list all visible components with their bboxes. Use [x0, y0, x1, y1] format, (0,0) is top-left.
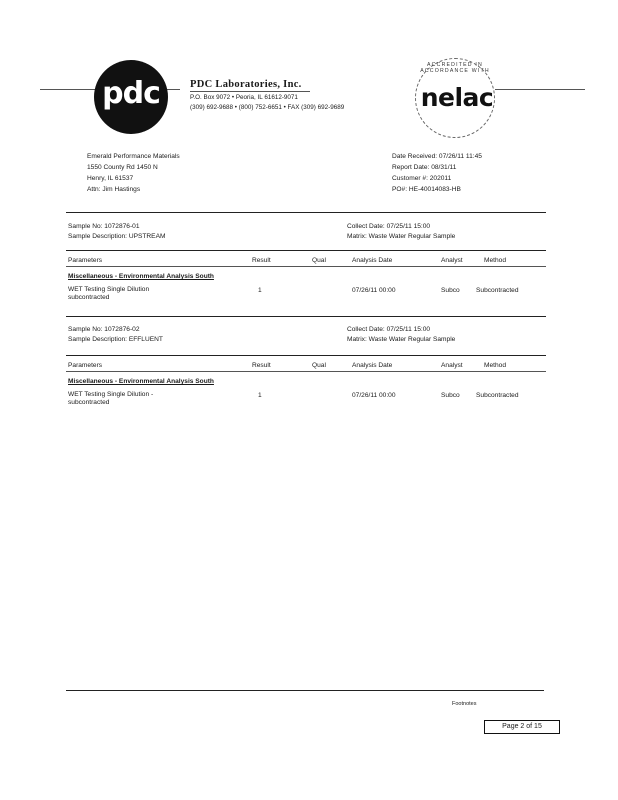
client-city: Henry, IL 61537: [87, 175, 134, 182]
header-rule-right: [495, 89, 585, 90]
sample-1-parameter: WET Testing Single Dilution: [68, 286, 150, 293]
sample-1-header-rule-bottom: [66, 266, 546, 267]
logo-text: pdc: [102, 76, 160, 111]
logo-registered-mark: ®: [158, 122, 162, 128]
sample-1-analysis-date: 07/26/11 00:00: [352, 287, 396, 294]
sample-1-analyst: Subco: [441, 287, 460, 294]
sample-1-collect-date: Collect Date: 07/25/11 15:00: [347, 223, 431, 230]
col-header-parameters-2: Parameters: [68, 362, 103, 369]
lab-name: PDC Laboratories, Inc.: [190, 79, 302, 90]
sample-1-method: Subcontracted: [476, 287, 519, 294]
col-header-qual-2: Qual: [312, 362, 326, 369]
sample-2-analysis-date: 07/26/11 00:00: [352, 392, 396, 399]
footer-rule: [66, 690, 544, 691]
divider-top: [66, 212, 546, 213]
col-header-method: Method: [484, 257, 506, 264]
nelac-accreditation-seal: [415, 58, 495, 138]
col-header-analysis-date-2: Analysis Date: [352, 362, 393, 369]
lab-address: P.O. Box 9072 • Peoria, IL 61612-9071: [190, 94, 298, 101]
col-header-method-2: Method: [484, 362, 506, 369]
sample-2-parameter-sub: subcontracted: [68, 399, 110, 406]
po-number: PO#: HE-40014083-HB: [392, 186, 461, 193]
sample-2-matrix: Matrix: Waste Water Regular Sample: [347, 336, 456, 343]
client-street: 1550 County Rd 1450 N: [87, 164, 158, 171]
sample-1-result: 1: [258, 287, 262, 294]
report-date: Report Date: 08/31/11: [392, 164, 457, 171]
sample-2-header-rule-top: [66, 355, 546, 356]
sample-2-method: Subcontracted: [476, 392, 519, 399]
pdc-logo: [94, 60, 168, 134]
client-company: Emerald Performance Materials: [87, 153, 180, 160]
col-header-analyst-2: Analyst: [441, 362, 463, 369]
date-received: Date Received: 07/26/11 11:45: [392, 153, 482, 160]
sample-1-header-rule-top: [66, 250, 546, 251]
sample-2-section-title: Miscellaneous - Environmental Analysis South: [68, 378, 214, 385]
client-attn: Attn: Jim Hastings: [87, 186, 141, 193]
customer-number: Customer #: 202011: [392, 175, 452, 182]
col-header-parameters: Parameters: [68, 257, 103, 264]
divider-middle: [66, 316, 546, 317]
header-rule-name: [190, 91, 310, 92]
col-header-qual: Qual: [312, 257, 326, 264]
sample-2-result: 1: [258, 392, 262, 399]
col-header-analyst: Analyst: [441, 257, 463, 264]
sample-1-description: Sample Description: UPSTREAM: [68, 233, 166, 240]
col-header-result-2: Result: [252, 362, 271, 369]
sample-2-header-rule-bottom: [66, 371, 546, 372]
sample-2-description: Sample Description: EFFLUENT: [68, 336, 163, 343]
footnotes-label: Footnotes: [452, 701, 477, 707]
sample-1-section-title: Miscellaneous - Environmental Analysis South: [68, 273, 214, 280]
sample-2-collect-date: Collect Date: 07/25/11 15:00: [347, 326, 431, 333]
sample-1-parameter-sub: subcontracted: [68, 294, 110, 301]
accreditation-ring-text: ACCREDITED IN ACCORDANCE WITH: [420, 62, 490, 74]
col-header-result: Result: [252, 257, 271, 264]
sample-1-number: Sample No: 1072876-01: [68, 223, 140, 230]
sample-2-parameter: WET Testing Single Dilution -: [68, 391, 154, 398]
nelac-wordmark: nelac: [420, 83, 494, 112]
lab-phone: (309) 692-9688 • (800) 752-6651 • FAX (309) 692-9689: [190, 104, 345, 111]
col-header-analysis-date: Analysis Date: [352, 257, 393, 264]
page-number-box: Page 2 of 15: [484, 720, 560, 734]
sample-2-number: Sample No: 1072876-02: [68, 326, 140, 333]
sample-1-matrix: Matrix: Waste Water Regular Sample: [347, 233, 456, 240]
sample-2-analyst: Subco: [441, 392, 460, 399]
